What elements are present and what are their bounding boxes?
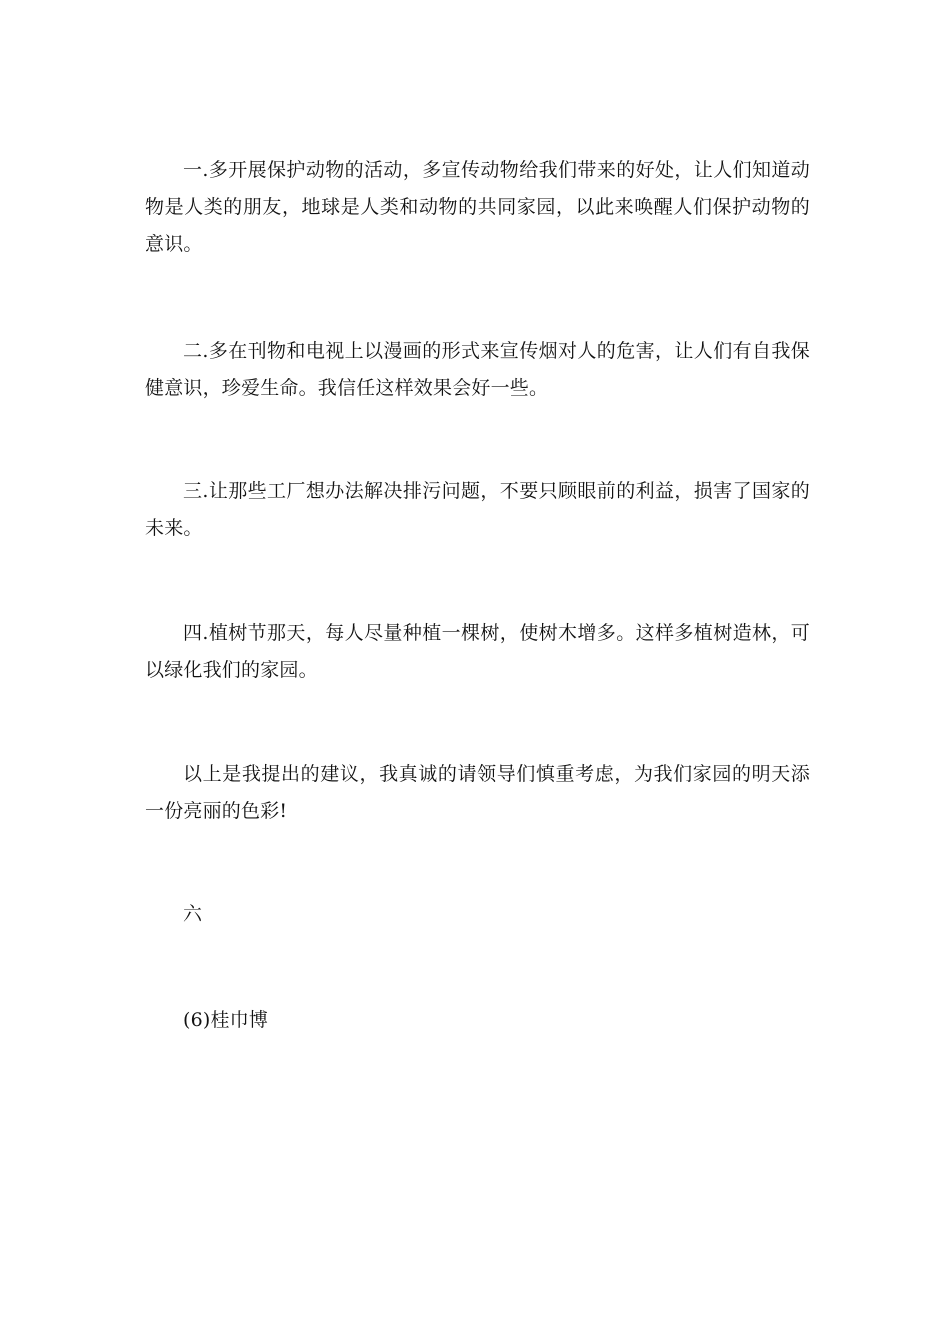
suggestion-paragraph-4: 四.植树节那天，每人尽量种植一棵树，使树木增多。这样多植树造林，可以绿化我们的家园。 — [145, 622, 810, 681]
suggestion-paragraph-1: 一.多开展保护动物的活动，多宣传动物给我们带来的好处，让人们知道动物是人类的朋友，地球是人类和动物的共同家园，以此来唤醒人们保护动物的意识。 — [145, 159, 810, 255]
section-heading: (6)桂巾博 — [183, 1009, 269, 1031]
suggestion-paragraph-3: 三.让那些工厂想办法解决排污问题，不要只顾眼前的利益，损害了国家的未来。 — [145, 480, 810, 539]
section-number: 六 — [183, 903, 203, 925]
suggestion-paragraph-2: 二.多在刊物和电视上以漫画的形式来宣传烟对人的危害，让人们有自我保健意识，珍爱生命。我信任这样效果会好一些。 — [145, 340, 810, 399]
closing-paragraph: 以上是我提出的建议，我真诚的请领导们慎重考虑，为我们家园的明天添一份亮丽的色彩! — [145, 763, 810, 822]
